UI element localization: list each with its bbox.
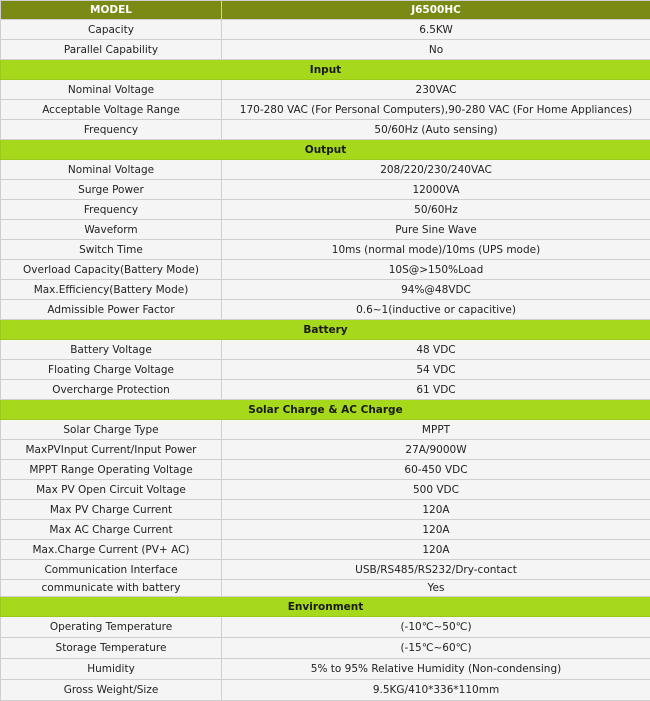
section-title: Battery — [1, 320, 650, 340]
table-row — [1, 380, 650, 400]
section-title: Solar Charge & AC Charge — [1, 400, 650, 420]
spec-label: Operating Temperature — [1, 617, 222, 638]
spec-value: 5% to 95% Relative Humidity (Non-condensing) — [222, 659, 650, 680]
spec-value: 6.5KW — [222, 20, 650, 40]
spec-label: Battery Voltage — [1, 340, 222, 360]
spec-value: 50/60Hz — [222, 200, 650, 220]
table-row — [1, 520, 650, 540]
spec-value: 61 VDC — [222, 380, 650, 400]
spec-value: (-10℃~50℃) — [222, 617, 650, 638]
spec-label: Humidity — [1, 659, 222, 680]
spec-value: Yes — [222, 580, 650, 597]
spec-value: 94%@48VDC — [222, 280, 650, 300]
spec-label: Max PV Open Circuit Voltage — [1, 480, 222, 500]
spec-value: 120A — [222, 500, 650, 520]
spec-value: 27A/9000W — [222, 440, 650, 460]
spec-label: Floating Charge Voltage — [1, 360, 222, 380]
section-title: Environment — [1, 597, 650, 617]
spec-label: MaxPVInput Current/Input Power — [1, 440, 222, 460]
table-row — [1, 300, 650, 320]
table-row — [1, 500, 650, 520]
table-row — [1, 659, 650, 680]
spec-value: 50/60Hz (Auto sensing) — [222, 120, 650, 140]
spec-value: USB/RS485/RS232/Dry-contact — [222, 560, 650, 580]
spec-label: Max AC Charge Current — [1, 520, 222, 540]
table-row — [1, 460, 650, 480]
table-row — [1, 440, 650, 460]
spec-value: 48 VDC — [222, 340, 650, 360]
spec-value: Pure Sine Wave — [222, 220, 650, 240]
spec-value: (-15℃~60℃) — [222, 638, 650, 659]
section-header-environment — [1, 597, 650, 617]
spec-label: Capacity — [1, 20, 222, 40]
section-header-input — [1, 60, 650, 80]
spec-label: Storage Temperature — [1, 638, 222, 659]
spec-label: Gross Weight/Size — [1, 680, 222, 701]
spec-label: Surge Power — [1, 180, 222, 200]
spec-value: 120A — [222, 520, 650, 540]
spec-value: 10ms (normal mode)/10ms (UPS mode) — [222, 240, 650, 260]
spec-label: Communication Interface — [1, 560, 222, 580]
spec-label: Max.Efficiency(Battery Mode) — [1, 280, 222, 300]
spec-value: 500 VDC — [222, 480, 650, 500]
spec-label: Parallel Capability — [1, 40, 222, 60]
table-header-row — [1, 1, 650, 20]
section-header-battery — [1, 320, 650, 340]
section-title: Output — [1, 140, 650, 160]
section-title: Input — [1, 60, 650, 80]
table-row — [1, 638, 650, 659]
spec-label: Frequency — [1, 120, 222, 140]
spec-value: 208/220/230/240VAC — [222, 160, 650, 180]
spec-label: Nominal Voltage — [1, 160, 222, 180]
table-row — [1, 200, 650, 220]
spec-label: Frequency — [1, 200, 222, 220]
spec-label: Max PV Charge Current — [1, 500, 222, 520]
spec-value: No — [222, 40, 650, 60]
spec-value: 0.6~1(inductive or capacitive) — [222, 300, 650, 320]
header-model-label: MODEL — [1, 1, 222, 20]
table-row — [1, 220, 650, 240]
spec-value: 60-450 VDC — [222, 460, 650, 480]
table-row — [1, 420, 650, 440]
spec-value: 10S@>150%Load — [222, 260, 650, 280]
table-row — [1, 480, 650, 500]
spec-label: Switch Time — [1, 240, 222, 260]
spec-label: MPPT Range Operating Voltage — [1, 460, 222, 480]
section-header-solar-ac-charge — [1, 400, 650, 420]
table-row — [1, 80, 650, 100]
spec-value: 9.5KG/410*336*110mm — [222, 680, 650, 701]
table-row — [1, 120, 650, 140]
spec-label: Acceptable Voltage Range — [1, 100, 222, 120]
table-row — [1, 160, 650, 180]
spec-value: 230VAC — [222, 80, 650, 100]
spec-value: 54 VDC — [222, 360, 650, 380]
table-row — [1, 360, 650, 380]
spec-label: communicate with battery — [1, 580, 222, 597]
spec-value: 120A — [222, 540, 650, 560]
table-row — [1, 260, 650, 280]
table-row — [1, 180, 650, 200]
table-row — [1, 240, 650, 260]
spec-value: MPPT — [222, 420, 650, 440]
table-row — [1, 680, 650, 701]
spec-label: Nominal Voltage — [1, 80, 222, 100]
spec-label: Solar Charge Type — [1, 420, 222, 440]
table-row — [1, 340, 650, 360]
spec-label: Waveform — [1, 220, 222, 240]
spec-value: 12000VA — [222, 180, 650, 200]
header-model-value: J6500HC — [222, 1, 650, 20]
table-row — [1, 40, 650, 60]
spec-value: 170-280 VAC (For Personal Computers),90-280 VAC (For Home Appliances) — [222, 100, 650, 120]
table-row — [1, 540, 650, 560]
spec-label: Admissible Power Factor — [1, 300, 222, 320]
spec-label: Overcharge Protection — [1, 380, 222, 400]
table-row — [1, 20, 650, 40]
table-row — [1, 580, 650, 597]
table-row — [1, 100, 650, 120]
spec-label: Max.Charge Current (PV+ AC) — [1, 540, 222, 560]
table-row — [1, 617, 650, 638]
table-row — [1, 280, 650, 300]
table-row — [1, 560, 650, 580]
section-header-output — [1, 140, 650, 160]
spec-label: Overload Capacity(Battery Mode) — [1, 260, 222, 280]
